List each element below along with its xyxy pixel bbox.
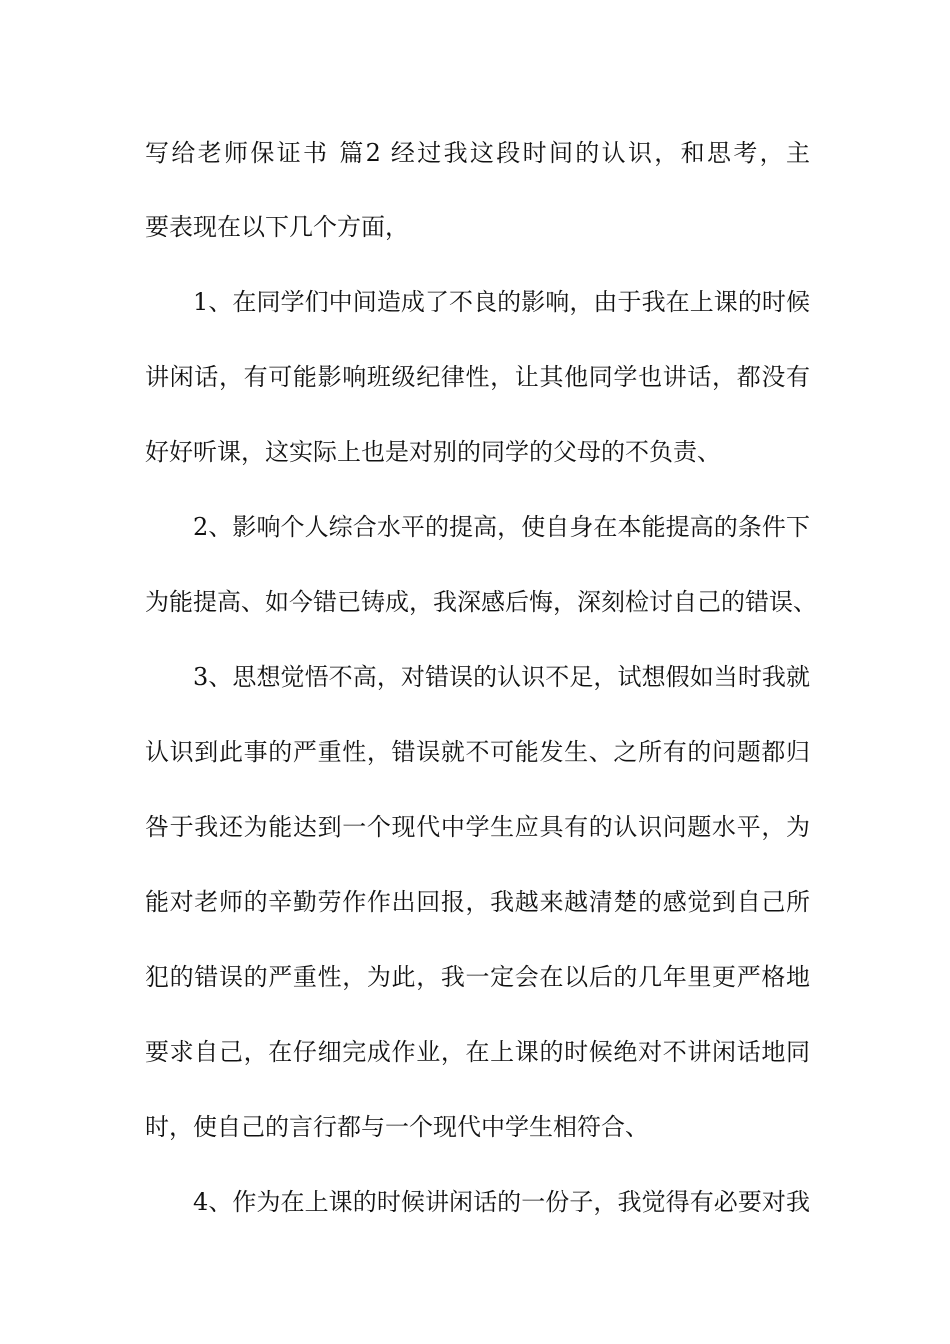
text-line-2: 要表现在以下几个方面， bbox=[145, 213, 409, 241]
paragraph-3-line-4: 能对老师的辛勤劳作作出回报，我越来越清楚的感觉到自己所 bbox=[145, 888, 810, 916]
paragraph-1-line-1: 1、在同学们中间造成了不良的影响，由于我在上课的时候 bbox=[193, 288, 810, 316]
paragraph-1-line-3: 好好听课，这实际上也是对别的同学的父母的不负责、 bbox=[145, 438, 721, 466]
paragraph-3-line-5: 犯的错误的严重性，为此，我一定会在以后的几年里更严格地 bbox=[145, 963, 810, 991]
paragraph-3-line-7: 时，使自己的言行都与一个现代中学生相符合、 bbox=[145, 1113, 649, 1141]
paragraph-1-line-2: 讲闲话，有可能影响班级纪律性，让其他同学也讲话，都没有 bbox=[145, 363, 810, 391]
paragraph-2-line-1: 2、影响个人综合水平的提高，使自身在本能提高的条件下 bbox=[193, 513, 810, 541]
paragraph-4-line-1: 4、作为在上课的时候讲闲话的一份子，我觉得有必要对我 bbox=[193, 1188, 810, 1216]
paragraph-3-line-1: 3、思想觉悟不高，对错误的认识不足，试想假如当时我就 bbox=[193, 663, 810, 691]
paragraph-2-line-2: 为能提高、如今错已铸成，我深感后悔，深刻检讨自己的错误、 bbox=[145, 588, 817, 616]
paragraph-3-line-6: 要求自己，在仔细完成作业，在上课的时候绝对不讲闲话地同 bbox=[145, 1038, 810, 1066]
text-line-1: 写给老师保证书 篇2 经过我这段时间的认识，和思考，主 bbox=[145, 139, 810, 167]
paragraph-3-line-2: 认识到此事的严重性，错误就不可能发生、之所有的问题都归 bbox=[145, 738, 810, 766]
paragraph-3-line-3: 咎于我还为能达到一个现代中学生应具有的认识问题水平，为 bbox=[145, 813, 810, 841]
